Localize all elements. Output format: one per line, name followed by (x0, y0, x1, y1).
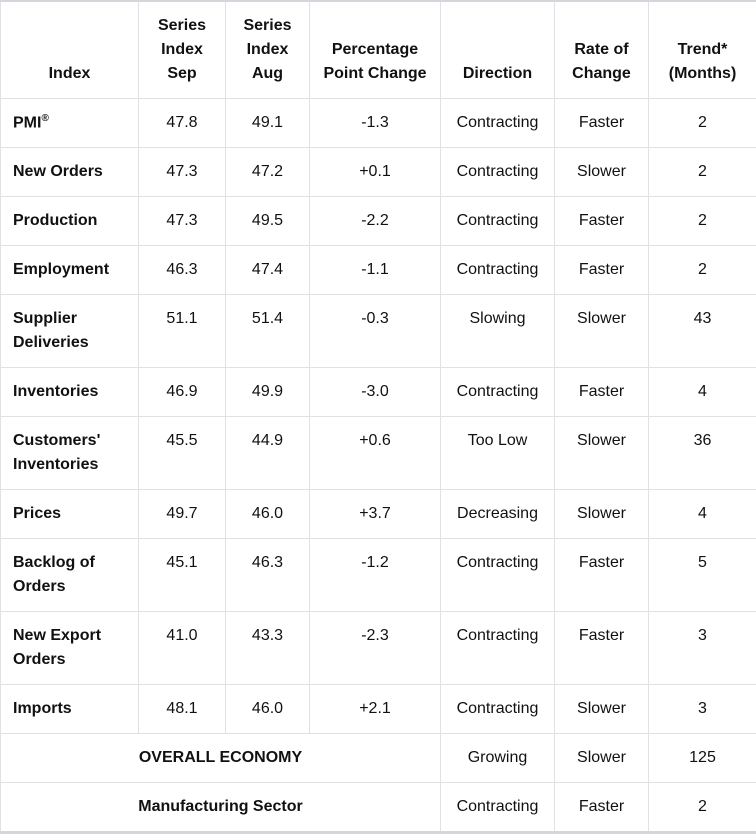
direction-cell: Too Low (441, 417, 555, 490)
rate-cell: Slower (555, 734, 649, 783)
rate-cell: Faster (555, 197, 649, 246)
trend-cell: 36 (649, 417, 756, 490)
col-header-rate-of-change: Rate of Change (555, 1, 649, 99)
rate-cell: Faster (555, 368, 649, 417)
aug-cell: 49.9 (226, 368, 310, 417)
trend-cell: 2 (649, 783, 756, 833)
index-label: PMI (13, 114, 42, 132)
row-manufacturing-sector (1, 783, 756, 833)
change-cell: +0.6 (310, 417, 441, 490)
direction-cell: Contracting (441, 197, 555, 246)
row-prices (1, 490, 756, 539)
sep-cell: 51.1 (139, 295, 226, 368)
row-supplier-deliveries (1, 295, 756, 368)
trend-cell: 2 (649, 246, 756, 295)
rate-cell: Faster (555, 246, 649, 295)
change-cell: -1.1 (310, 246, 441, 295)
aug-cell: 43.3 (226, 612, 310, 685)
rate-cell: Faster (555, 612, 649, 685)
aug-cell: 49.1 (226, 99, 310, 148)
aug-cell: 46.0 (226, 490, 310, 539)
index-cell: Prices (1, 490, 139, 539)
change-cell: -0.3 (310, 295, 441, 368)
registered-mark: ® (41, 113, 49, 124)
index-cell: Customers' Inventories (1, 417, 139, 490)
direction-cell: Contracting (441, 148, 555, 197)
row-overall-economy (1, 734, 756, 783)
direction-cell: Slowing (441, 295, 555, 368)
trend-cell: 4 (649, 368, 756, 417)
direction-cell: Contracting (441, 685, 555, 734)
direction-cell: Contracting (441, 783, 555, 833)
col-header-series-index-aug: Series Index Aug (226, 1, 310, 99)
row-inventories (1, 368, 756, 417)
index-cell: Backlog of Orders (1, 539, 139, 612)
index-cell: Imports (1, 685, 139, 734)
trend-cell: 125 (649, 734, 756, 783)
aug-cell: 51.4 (226, 295, 310, 368)
trend-cell: 2 (649, 148, 756, 197)
direction-cell: Contracting (441, 246, 555, 295)
change-cell: +2.1 (310, 685, 441, 734)
aug-cell: 46.0 (226, 685, 310, 734)
col-header-direction: Direction (441, 1, 555, 99)
row-customers-inventories (1, 417, 756, 490)
row-new-orders (1, 148, 756, 197)
summary-label-cell: Manufacturing Sector (1, 783, 441, 833)
index-cell: Production (1, 197, 139, 246)
col-header-series-index-sep: Series Index Sep (139, 1, 226, 99)
change-cell: +0.1 (310, 148, 441, 197)
col-header-percentage-point-change: Percentage Point Change (310, 1, 441, 99)
trend-cell: 43 (649, 295, 756, 368)
trend-cell: 2 (649, 197, 756, 246)
index-cell: Inventories (1, 368, 139, 417)
sep-cell: 48.1 (139, 685, 226, 734)
sep-cell: 46.9 (139, 368, 226, 417)
rate-cell: Faster (555, 99, 649, 148)
aug-cell: 49.5 (226, 197, 310, 246)
sep-cell: 45.5 (139, 417, 226, 490)
trend-cell: 3 (649, 612, 756, 685)
rate-cell: Slower (555, 295, 649, 368)
change-cell: +3.7 (310, 490, 441, 539)
row-new-export-orders (1, 612, 756, 685)
direction-cell: Contracting (441, 539, 555, 612)
rate-cell: Slower (555, 417, 649, 490)
direction-cell: Contracting (441, 612, 555, 685)
aug-cell: 47.4 (226, 246, 310, 295)
sep-cell: 45.1 (139, 539, 226, 612)
index-cell: New Orders (1, 148, 139, 197)
sep-cell: 49.7 (139, 490, 226, 539)
change-cell: -2.3 (310, 612, 441, 685)
rate-cell: Faster (555, 539, 649, 612)
trend-cell: 5 (649, 539, 756, 612)
rate-cell: Faster (555, 783, 649, 833)
change-cell: -1.2 (310, 539, 441, 612)
summary-label-cell: OVERALL ECONOMY (1, 734, 441, 783)
direction-cell: Contracting (441, 368, 555, 417)
row-employment (1, 246, 756, 295)
aug-cell: 46.3 (226, 539, 310, 612)
row-production (1, 197, 756, 246)
sep-cell: 47.3 (139, 197, 226, 246)
rate-cell: Slower (555, 148, 649, 197)
col-header-trend-months: Trend* (Months) (649, 1, 756, 99)
trend-cell: 2 (649, 99, 756, 148)
direction-cell: Growing (441, 734, 555, 783)
row-imports (1, 685, 756, 734)
sep-cell: 47.8 (139, 99, 226, 148)
index-cell: New Export Orders (1, 612, 139, 685)
change-cell: -3.0 (310, 368, 441, 417)
row-backlog-of-orders (1, 539, 756, 612)
sep-cell: 41.0 (139, 612, 226, 685)
change-cell: -2.2 (310, 197, 441, 246)
direction-cell: Contracting (441, 99, 555, 148)
rate-cell: Slower (555, 685, 649, 734)
trend-cell: 3 (649, 685, 756, 734)
trend-cell: 4 (649, 490, 756, 539)
direction-cell: Decreasing (441, 490, 555, 539)
sep-cell: 47.3 (139, 148, 226, 197)
col-header-index: Index (1, 1, 139, 99)
change-cell: -1.3 (310, 99, 441, 148)
index-cell (1, 99, 139, 148)
aug-cell: 47.2 (226, 148, 310, 197)
index-cell: Supplier Deliveries (1, 295, 139, 368)
rate-cell: Slower (555, 490, 649, 539)
aug-cell: 44.9 (226, 417, 310, 490)
sep-cell: 46.3 (139, 246, 226, 295)
index-cell: Employment (1, 246, 139, 295)
row-pmi (1, 99, 756, 148)
table-header-row (1, 1, 756, 99)
